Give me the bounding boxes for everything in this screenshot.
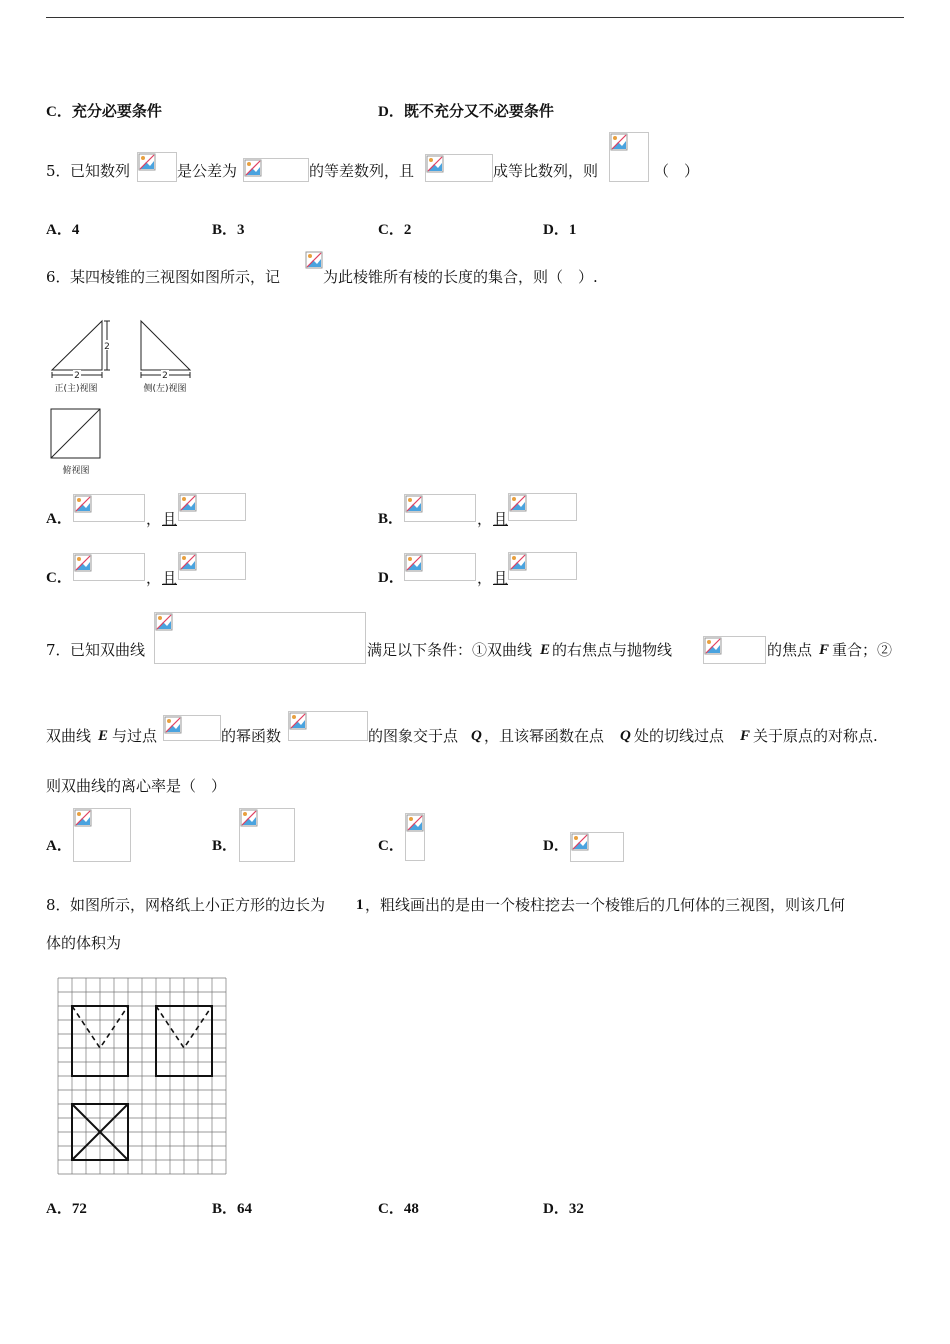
q6-text-2: 为此棱锥所有棱的长度的集合，则（ ）.: [323, 268, 598, 286]
q7-text-5: 重合；②: [832, 641, 893, 659]
q8-option-a: A．72: [46, 1201, 87, 1217]
broken-image-icon: [179, 494, 197, 512]
broken-image-icon: [179, 553, 197, 571]
q6-text-1: 某四棱锥的三视图如图所示，记: [70, 268, 281, 286]
q6-option-a: A．: [46, 511, 72, 527]
q8-option-d: D．32: [543, 1201, 584, 1217]
formula-image-placeholder: [703, 636, 766, 664]
q7-line3: 则双曲线的离心率是（ ）: [46, 777, 227, 795]
formula-image-placeholder: [178, 493, 246, 521]
q5-option-d: D．1: [543, 222, 577, 238]
q5-option-b: B．3: [212, 222, 245, 238]
broken-image-icon: [610, 133, 628, 151]
front-height-label: 2: [104, 342, 110, 352]
broken-image-icon: [405, 495, 423, 513]
q5-option-c: C．2: [378, 222, 412, 238]
var-E: E: [98, 728, 109, 744]
three-view-figure: [46, 318, 206, 478]
formula-image-placeholder: [404, 494, 476, 522]
q5-text-2: 是公差为: [177, 162, 238, 180]
q7-line2-f: 处的切线过点: [634, 727, 725, 745]
q4-option-d: D．既不充分又不必要条件: [378, 104, 554, 120]
formula-image-placeholder: [178, 552, 246, 580]
formula-image-placeholder: [405, 813, 425, 861]
broken-image-icon: [509, 494, 527, 512]
broken-image-icon: [406, 814, 424, 832]
formula-image-placeholder: [570, 832, 624, 862]
broken-image-icon: [571, 833, 589, 851]
formula-image-placeholder: [73, 553, 145, 581]
q5-option-a: A．4: [46, 222, 80, 238]
top-view-caption: 俯视图: [62, 466, 90, 476]
formula-image-placeholder: [609, 132, 649, 182]
q5-number: 5．: [46, 162, 71, 180]
formula-image-placeholder: [305, 251, 323, 285]
q7-line2-b: 与过点: [112, 727, 158, 745]
broken-image-icon: [426, 155, 444, 173]
q7-option-c: C．: [378, 838, 404, 854]
comma: ，: [146, 569, 162, 587]
broken-image-icon: [155, 613, 173, 631]
q8-number: 8．: [46, 896, 71, 914]
q8-number-one: 1: [356, 897, 364, 913]
q5-text-1: 已知数列: [70, 162, 131, 180]
broken-image-icon: [240, 809, 258, 827]
broken-image-icon: [74, 495, 92, 513]
q7-number: 7．: [46, 641, 71, 659]
formula-image-placeholder: [404, 553, 476, 581]
broken-image-icon: [74, 809, 92, 827]
and-text: 且: [162, 569, 178, 587]
q6-option-d: D．: [378, 570, 404, 586]
comma: ，: [477, 510, 493, 528]
side-view-caption: 侧(左)视图: [143, 384, 187, 394]
q7-line2-c: 的幂函数: [221, 727, 282, 745]
q7-text-3: 的右焦点与抛物线: [552, 641, 673, 659]
front-view-caption: 正(主)视图: [54, 384, 98, 394]
formula-image-placeholder: [288, 711, 368, 741]
broken-image-icon: [405, 554, 423, 572]
formula-image-placeholder: [243, 158, 309, 182]
header-rule: [46, 17, 904, 18]
front-width-label: 2: [74, 371, 80, 381]
formula-image-placeholder: [239, 808, 295, 862]
q8-text-1: 如图所示，网格纸上小正方形的边长为: [70, 896, 326, 914]
formula-image-placeholder: [508, 493, 577, 521]
formula-image-placeholder: [73, 808, 131, 862]
and-text: 且: [162, 510, 178, 528]
q5-text-3: 的等差数列，且: [309, 162, 415, 180]
q7-option-d: D．: [543, 838, 569, 854]
q7-text-4: 的焦点: [767, 641, 813, 659]
formula-image-placeholder: [163, 715, 221, 741]
broken-image-icon: [164, 716, 182, 734]
q7-line2-g: 关于原点的对称点.: [753, 727, 878, 745]
q6-option-b: B．: [378, 511, 404, 527]
q8-option-c: C．48: [378, 1201, 419, 1217]
broken-image-icon: [74, 554, 92, 572]
var-F: F: [819, 642, 830, 658]
q7-line2-e: ，且该幂函数在点: [484, 727, 605, 745]
q7-option-a: A．: [46, 838, 72, 854]
q6-option-c: C．: [46, 570, 72, 586]
formula-image-placeholder: [73, 494, 145, 522]
broken-image-icon: [289, 712, 307, 730]
q7-option-b: B．: [212, 838, 238, 854]
comma: ，: [146, 510, 162, 528]
broken-image-icon: [509, 553, 527, 571]
and-text: 且: [493, 569, 509, 587]
top-view: [51, 409, 100, 458]
q8-text-2: ，粗线画出的是由一个棱柱挖去一个棱锥后的几何体的三视图，则该几何: [365, 896, 846, 914]
formula-image-placeholder: [137, 152, 177, 182]
broken-image-icon: [704, 637, 722, 655]
broken-image-icon: [244, 159, 262, 177]
formula-image-placeholder: [154, 612, 366, 664]
broken-image-icon: [138, 153, 156, 171]
var-E: E: [540, 642, 551, 658]
q6-number: 6．: [46, 268, 71, 286]
q7-text-1: 已知双曲线: [70, 641, 146, 659]
side-width-label: 2: [162, 371, 168, 381]
q7-line2-a: 双曲线: [46, 727, 92, 745]
q8-text-3: 体的体积为: [46, 934, 122, 952]
q5-answer-paren: （ ）: [654, 162, 700, 180]
q7-line2-d: 的图象交于点: [368, 727, 459, 745]
and-text: 且: [493, 510, 509, 528]
broken-image-icon: [305, 251, 323, 269]
q4-option-c: C．充分必要条件: [46, 104, 162, 120]
var-F: F: [740, 728, 751, 744]
q8-option-b: B．64: [212, 1201, 253, 1217]
q5-text-4: 成等比数列，则: [493, 162, 599, 180]
grid-three-view-figure: [56, 974, 230, 1176]
formula-image-placeholder: [508, 552, 577, 580]
q7-text-2: 满足以下条件：①双曲线: [367, 641, 533, 659]
side-view: [141, 321, 190, 378]
var-Q: Q: [471, 728, 482, 744]
front-view: [52, 321, 110, 378]
formula-image-placeholder: [425, 154, 493, 182]
var-Q: Q: [620, 728, 631, 744]
comma: ，: [477, 569, 493, 587]
